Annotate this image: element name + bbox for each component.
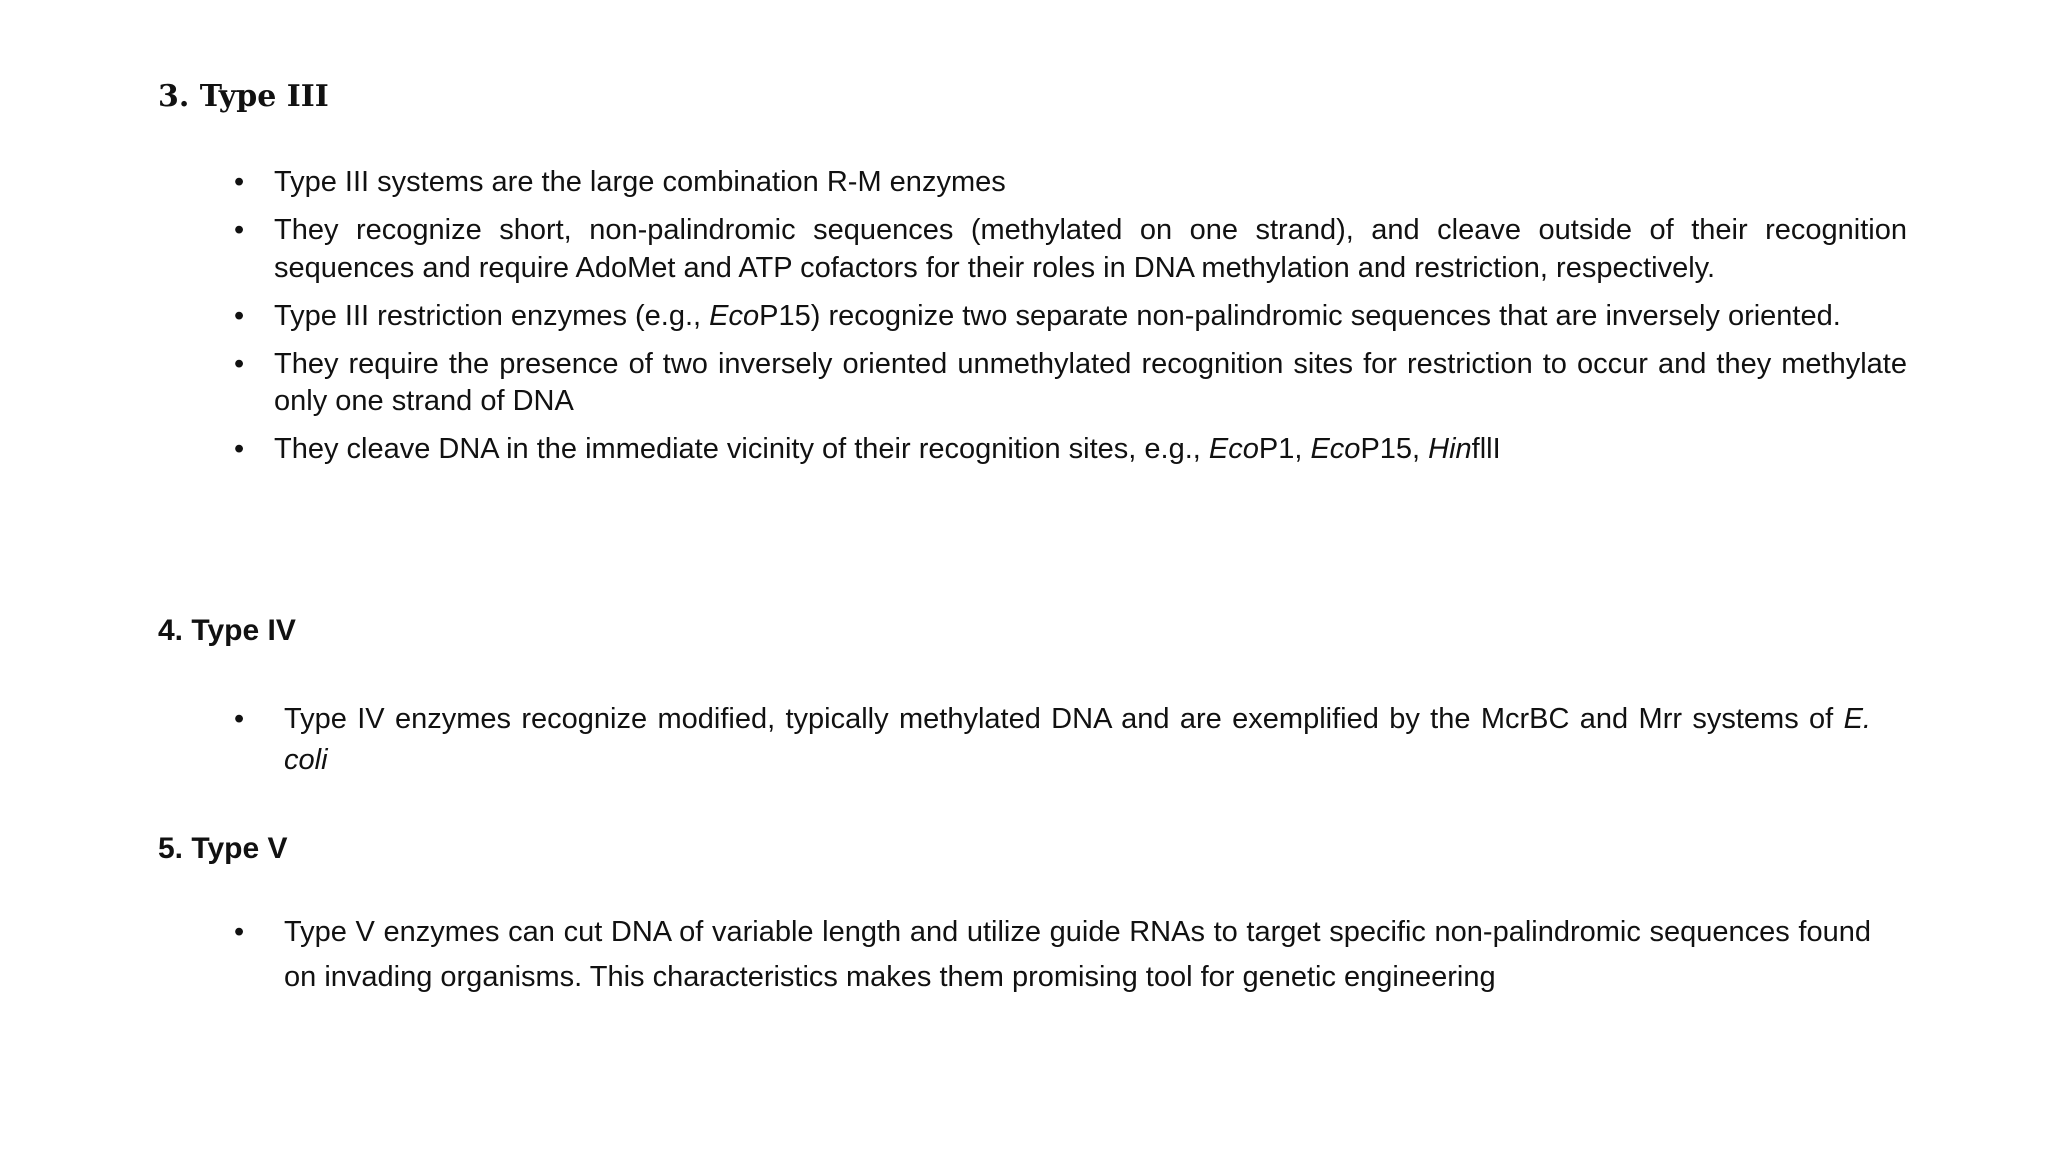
bullet-item [234,346,1907,421]
bullet-item [234,212,1907,287]
text-run: Type III restriction enzymes (e.g., [274,299,710,332]
bullet-text [274,298,1907,336]
italic-text-run: Eco [1310,433,1361,465]
bullet-point-icon: • [234,166,245,198]
bullet-text [274,212,1907,287]
bullet-text [284,910,1871,1000]
text-run: They recognize short, non-palindromic sequences (methylated on one strand), and cleave outside of their recognition sequences and require AdoMet and ATP cofactors for their roles in DNA methylation and restriction, respectively. [274,214,1907,284]
italic-text-run: Eco [1208,433,1259,465]
text-run: P1, [1258,433,1311,465]
text-run: They require the presence of two inversely oriented unmethylated recognition sites for restriction to occur and they methylate only one strand of DNA [274,347,1907,417]
text-run: Type III systems are the large combination R-M enzymes [274,166,1006,198]
text-run: Type V enzymes can cut DNA of variable length and utilize guide RNAs to target specific non-palindromic sequences found on invading organisms. This characteristics makes them promising tool for genetic engineering [284,916,1871,993]
bullet-point-icon: • [234,703,245,735]
bullet-item [234,164,1907,202]
bullet-point-icon: • [234,299,245,332]
heading-type-v: 5. Type V [158,832,288,865]
italic-text-run: Hin [1428,433,1472,465]
heading-type-iii: 3. Type III [158,79,329,114]
bullet-list-type-iv [234,699,1871,781]
bullet-point-icon: • [234,916,245,948]
bullet-item [234,910,1871,1000]
bullet-point-icon: • [234,214,245,246]
bullet-list-type-iii [234,164,1907,479]
bullet-item [234,431,1907,469]
bullet-text [274,431,1907,469]
text-run: P15) recognize two separate non-palindromic sequences that are inversely oriented. [759,299,1841,332]
italic-text-run: E. coli [284,703,1871,776]
text-run: Type IV enzymes recognize modified, typically methylated DNA and are exemplified by the McrBC and Mrr systems of [284,703,1844,735]
bullet-item [234,298,1907,336]
bullet-point-icon: • [234,433,245,465]
bullet-text [274,346,1907,421]
bullet-item [234,699,1871,781]
bullet-point-icon: • [234,347,245,380]
text-run: P15, [1360,433,1429,465]
bullet-text [274,164,1907,202]
bullet-text [284,699,1871,781]
italic-text-run: Eco [709,299,760,332]
text-run: They cleave DNA in the immediate vicinity of their recognition sites, e.g., [274,433,1209,465]
bullet-list-type-v [234,910,1871,1000]
heading-type-iv: 4. Type IV [158,614,296,647]
text-run: fllI [1471,433,1501,465]
